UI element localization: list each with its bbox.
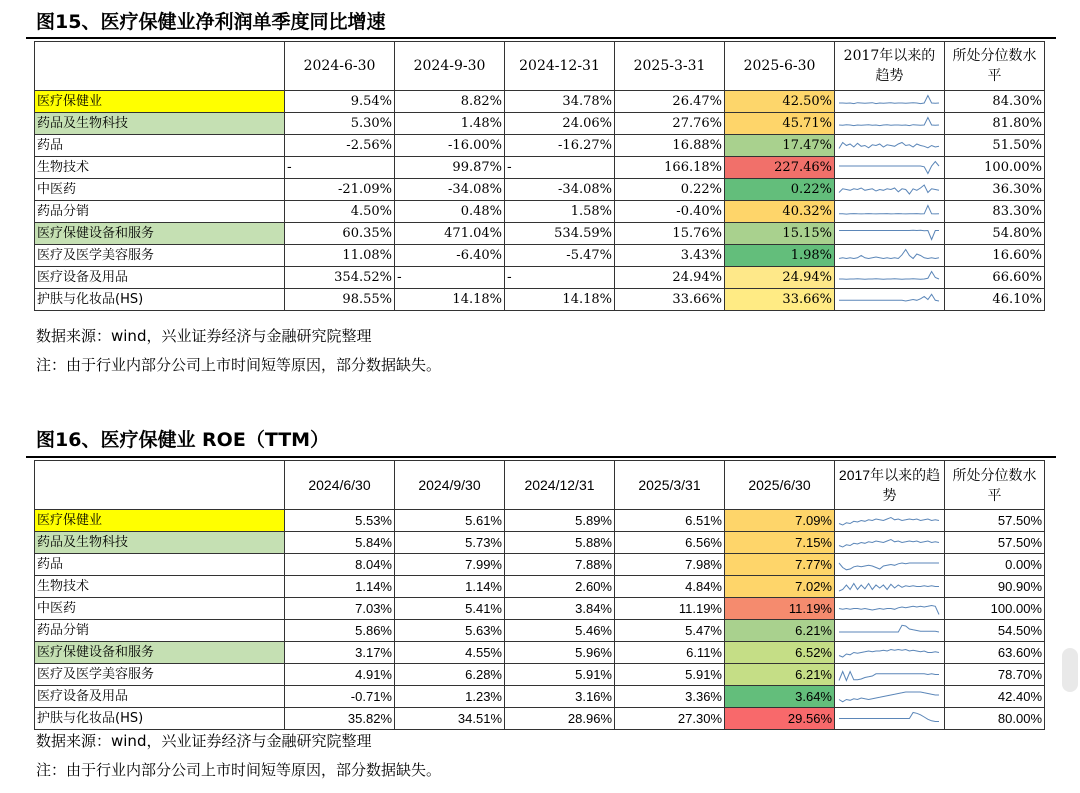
table-row [35, 201, 1045, 223]
value-cell: 5.89% [505, 510, 615, 532]
trend-sparkline [837, 599, 941, 618]
table-row [35, 113, 1045, 135]
table-row [35, 157, 1045, 179]
value-cell: 60.35% [285, 223, 395, 245]
trend-sparkline [837, 202, 941, 221]
trend-cell [835, 223, 945, 245]
scrollbar-thumb[interactable] [1062, 648, 1078, 692]
value-cell: 34.51% [395, 708, 505, 730]
value-cell: 6.51% [615, 510, 725, 532]
value-cell: 1.58% [505, 201, 615, 223]
figure16-title-rule [26, 456, 1056, 458]
value-cell: 9.54% [285, 91, 395, 113]
table-row [35, 135, 1045, 157]
trend-line [839, 185, 939, 194]
trend-cell [835, 642, 945, 664]
value-cell: 166.18% [615, 157, 725, 179]
value-cell: 6.21% [725, 620, 835, 642]
industry-name: 中医药 [35, 179, 285, 201]
value-cell: -6.40% [395, 245, 505, 267]
column-header: 所处分位数水平 [945, 42, 1045, 91]
value-cell: 42.50% [725, 91, 835, 113]
value-cell: 0.22% [725, 179, 835, 201]
industry-name: 药品及生物科技 [35, 113, 285, 135]
value-cell: 11.08% [285, 245, 395, 267]
trend-cell [835, 157, 945, 179]
trend-sparkline [837, 136, 941, 155]
value-cell: 8.82% [395, 91, 505, 113]
value-cell: 7.09% [725, 510, 835, 532]
value-cell: 1.98% [725, 245, 835, 267]
value-cell: - [395, 267, 505, 289]
percentile-cell: 84.30% [945, 91, 1045, 113]
value-cell: 3.16% [505, 686, 615, 708]
trend-cell [835, 532, 945, 554]
percentile-cell: 42.40% [945, 686, 1045, 708]
value-cell: 5.63% [395, 620, 505, 642]
trend-line [839, 672, 939, 681]
trend-sparkline [837, 533, 941, 552]
trend-line [839, 250, 939, 259]
table-row [35, 598, 1045, 620]
header-row [35, 461, 1045, 510]
value-cell: 45.71% [725, 113, 835, 135]
value-cell: 28.96% [505, 708, 615, 730]
value-cell: -2.56% [285, 135, 395, 157]
trend-cell [835, 620, 945, 642]
trend-line [839, 230, 939, 239]
value-cell: 5.30% [285, 113, 395, 135]
column-header: 2024/9/30 [395, 461, 505, 510]
industry-name: 护肤与化妆品(HS) [35, 708, 285, 730]
value-cell: -21.09% [285, 179, 395, 201]
value-cell: 33.66% [725, 289, 835, 311]
value-cell: 15.76% [615, 223, 725, 245]
value-cell: 3.84% [505, 598, 615, 620]
value-cell: 26.47% [615, 91, 725, 113]
column-header: 所处分位数水平 [945, 461, 1045, 510]
trend-sparkline [837, 511, 941, 530]
industry-name: 中医药 [35, 598, 285, 620]
value-cell: 5.46% [505, 620, 615, 642]
value-cell: 534.59% [505, 223, 615, 245]
industry-name: 药品 [35, 135, 285, 157]
column-header: 2024-9-30 [395, 42, 505, 91]
trend-line [839, 584, 939, 592]
trend-cell [835, 267, 945, 289]
percentile-cell: 63.60% [945, 642, 1045, 664]
value-cell: 29.56% [725, 708, 835, 730]
value-cell: 6.52% [725, 642, 835, 664]
value-cell: 3.64% [725, 686, 835, 708]
value-cell: 7.15% [725, 532, 835, 554]
value-cell: 4.50% [285, 201, 395, 223]
value-cell: -0.40% [615, 201, 725, 223]
trend-line [839, 162, 939, 174]
percentile-cell: 100.00% [945, 157, 1045, 179]
industry-name: 医疗设备及用品 [35, 267, 285, 289]
value-cell: 34.78% [505, 91, 615, 113]
trend-cell [835, 576, 945, 598]
trend-cell [835, 179, 945, 201]
value-cell: 5.84% [285, 532, 395, 554]
trend-line [839, 692, 939, 702]
industry-name: 医疗保健业 [35, 510, 285, 532]
trend-line [839, 272, 939, 280]
value-cell: 1.23% [395, 686, 505, 708]
value-cell: 3.43% [615, 245, 725, 267]
value-cell: 7.77% [725, 554, 835, 576]
column-header: 2025-3-31 [615, 42, 725, 91]
trend-cell [835, 135, 945, 157]
percentile-cell: 16.60% [945, 245, 1045, 267]
column-header: 2024-12-31 [505, 42, 615, 91]
value-cell: 7.98% [615, 554, 725, 576]
figure15-title: 图15、医疗保健业净利润单季度同比增速 [36, 11, 386, 33]
trend-line [839, 118, 939, 126]
column-header: 2025/3/31 [615, 461, 725, 510]
trend-sparkline [837, 158, 941, 177]
percentile-cell: 36.30% [945, 179, 1045, 201]
industry-name: 医疗及医学美容服务 [35, 664, 285, 686]
figure16-source-note: 数据来源：wind，兴业证券经济与金融研究院整理 [36, 732, 372, 750]
industry-name: 医疗保健业 [35, 91, 285, 113]
table-row [35, 245, 1045, 267]
figure16-table [34, 460, 1045, 730]
trend-sparkline [837, 577, 941, 596]
column-header: 2017年以来的趋势 [835, 461, 945, 510]
trend-sparkline [837, 92, 941, 111]
percentile-cell: 78.70% [945, 664, 1045, 686]
percentile-cell: 66.60% [945, 267, 1045, 289]
value-cell: 7.88% [505, 554, 615, 576]
trend-sparkline [837, 246, 941, 265]
trend-sparkline [837, 290, 941, 309]
trend-cell [835, 664, 945, 686]
percentile-cell: 54.50% [945, 620, 1045, 642]
value-cell: 8.04% [285, 554, 395, 576]
trend-line [839, 96, 939, 104]
value-cell: 5.41% [395, 598, 505, 620]
value-cell: 0.22% [615, 179, 725, 201]
trend-sparkline [837, 555, 941, 574]
figure15-table [34, 41, 1045, 311]
industry-name: 医疗保健设备和服务 [35, 223, 285, 245]
percentile-cell: 100.00% [945, 598, 1045, 620]
percentile-cell: 57.50% [945, 510, 1045, 532]
column-header: 2017年以来的趋势 [835, 42, 945, 91]
value-cell: 471.04% [395, 223, 505, 245]
value-cell: 0.48% [395, 201, 505, 223]
table-row [35, 620, 1045, 642]
percentile-cell: 81.80% [945, 113, 1045, 135]
column-header: 2025/6/30 [725, 461, 835, 510]
trend-cell [835, 113, 945, 135]
header-row [35, 42, 1045, 91]
value-cell: 6.56% [615, 532, 725, 554]
industry-name: 医疗设备及用品 [35, 686, 285, 708]
trend-sparkline [837, 180, 941, 199]
value-cell: 27.76% [615, 113, 725, 135]
figure15-remark-note: 注：由于行业内部分公司上市时间短等原因，部分数据缺失。 [36, 356, 442, 374]
value-cell: -16.00% [395, 135, 505, 157]
trend-sparkline [837, 114, 941, 133]
trend-line [839, 206, 939, 215]
value-cell: 3.17% [285, 642, 395, 664]
figure16-remark-note: 注：由于行业内部分公司上市时间短等原因，部分数据缺失。 [36, 761, 442, 779]
trend-sparkline [837, 687, 941, 706]
percentile-cell: 90.90% [945, 576, 1045, 598]
trend-cell [835, 91, 945, 113]
value-cell: 1.14% [395, 576, 505, 598]
trend-cell [835, 289, 945, 311]
value-cell: 5.61% [395, 510, 505, 532]
trend-line [839, 563, 939, 570]
trend-cell [835, 201, 945, 223]
trend-cell [835, 598, 945, 620]
industry-name: 药品 [35, 554, 285, 576]
value-cell: 6.11% [615, 642, 725, 664]
value-cell: 11.19% [725, 598, 835, 620]
percentile-cell: 0.00% [945, 554, 1045, 576]
value-cell: - [505, 267, 615, 289]
industry-name: 药品分销 [35, 620, 285, 642]
table-row [35, 686, 1045, 708]
table-row [35, 179, 1045, 201]
value-cell: 3.36% [615, 686, 725, 708]
trend-line [839, 650, 939, 658]
value-cell: 5.91% [615, 664, 725, 686]
value-cell: -5.47% [505, 245, 615, 267]
value-cell: 354.52% [285, 267, 395, 289]
value-cell: 5.47% [615, 620, 725, 642]
trend-cell [835, 510, 945, 532]
table-row [35, 664, 1045, 686]
value-cell: 4.84% [615, 576, 725, 598]
value-cell: 40.32% [725, 201, 835, 223]
trend-line [839, 625, 939, 632]
value-cell: - [505, 157, 615, 179]
percentile-cell: 51.50% [945, 135, 1045, 157]
column-header: 2024/12/31 [505, 461, 615, 510]
industry-name: 药品分销 [35, 201, 285, 223]
value-cell: -34.08% [505, 179, 615, 201]
value-cell: 15.15% [725, 223, 835, 245]
value-cell: 98.55% [285, 289, 395, 311]
value-cell: -0.71% [285, 686, 395, 708]
value-cell: 14.18% [395, 289, 505, 311]
value-cell: 227.46% [725, 157, 835, 179]
value-cell: 5.96% [505, 642, 615, 664]
header-corner [35, 461, 285, 510]
trend-cell [835, 708, 945, 730]
table-row [35, 510, 1045, 532]
industry-name: 生物技术 [35, 576, 285, 598]
value-cell: 14.18% [505, 289, 615, 311]
trend-sparkline [837, 643, 941, 662]
value-cell: 24.06% [505, 113, 615, 135]
trend-sparkline [837, 665, 941, 684]
value-cell: 2.60% [505, 576, 615, 598]
value-cell: 6.21% [725, 664, 835, 686]
value-cell: 24.94% [725, 267, 835, 289]
trend-sparkline [837, 709, 941, 728]
percentile-cell: 57.50% [945, 532, 1045, 554]
industry-name: 护肤与化妆品(HS) [35, 289, 285, 311]
value-cell: 33.66% [615, 289, 725, 311]
value-cell: 4.91% [285, 664, 395, 686]
industry-name: 药品及生物科技 [35, 532, 285, 554]
trend-line [839, 294, 939, 301]
table-row [35, 708, 1045, 730]
value-cell: 5.88% [505, 532, 615, 554]
column-header: 2025-6-30 [725, 42, 835, 91]
table-row [35, 554, 1045, 576]
value-cell: 5.86% [285, 620, 395, 642]
value-cell: -16.27% [505, 135, 615, 157]
trend-line [839, 713, 939, 722]
value-cell: 7.02% [725, 576, 835, 598]
table-row [35, 642, 1045, 664]
value-cell: 16.88% [615, 135, 725, 157]
column-header: 2024/6/30 [285, 461, 395, 510]
trend-line [839, 540, 939, 548]
trend-line [839, 143, 939, 149]
value-cell: 6.28% [395, 664, 505, 686]
trend-cell [835, 686, 945, 708]
percentile-cell: 54.80% [945, 223, 1045, 245]
value-cell: 5.53% [285, 510, 395, 532]
table-row [35, 532, 1045, 554]
value-cell: 24.94% [615, 267, 725, 289]
value-cell: -34.08% [395, 179, 505, 201]
percentile-cell: 46.10% [945, 289, 1045, 311]
value-cell: 5.91% [505, 664, 615, 686]
value-cell: 7.99% [395, 554, 505, 576]
value-cell: 35.82% [285, 708, 395, 730]
value-cell: 99.87% [395, 157, 505, 179]
value-cell: 17.47% [725, 135, 835, 157]
trend-line [839, 606, 939, 615]
industry-name: 医疗保健设备和服务 [35, 642, 285, 664]
header-corner [35, 42, 285, 91]
figure16-title: 图16、医疗保健业 ROE（TTM） [36, 429, 330, 451]
percentile-cell: 83.30% [945, 201, 1045, 223]
value-cell: 27.30% [615, 708, 725, 730]
trend-sparkline [837, 224, 941, 243]
trend-sparkline [837, 268, 941, 287]
figure15-title-rule [26, 37, 1056, 39]
percentile-cell: 80.00% [945, 708, 1045, 730]
value-cell: - [285, 157, 395, 179]
table-row [35, 289, 1045, 311]
value-cell: 7.03% [285, 598, 395, 620]
trend-cell [835, 554, 945, 576]
value-cell: 1.48% [395, 113, 505, 135]
column-header: 2024-6-30 [285, 42, 395, 91]
value-cell: 4.55% [395, 642, 505, 664]
trend-cell [835, 245, 945, 267]
trend-sparkline [837, 621, 941, 640]
industry-name: 医疗及医学美容服务 [35, 245, 285, 267]
value-cell: 5.73% [395, 532, 505, 554]
industry-name: 生物技术 [35, 157, 285, 179]
table-row [35, 223, 1045, 245]
figure15-source-note: 数据来源：wind，兴业证券经济与金融研究院整理 [36, 327, 372, 345]
table-row [35, 267, 1045, 289]
value-cell: 11.19% [615, 598, 725, 620]
trend-line [839, 518, 939, 526]
table-row [35, 576, 1045, 598]
table-row [35, 91, 1045, 113]
value-cell: 1.14% [285, 576, 395, 598]
